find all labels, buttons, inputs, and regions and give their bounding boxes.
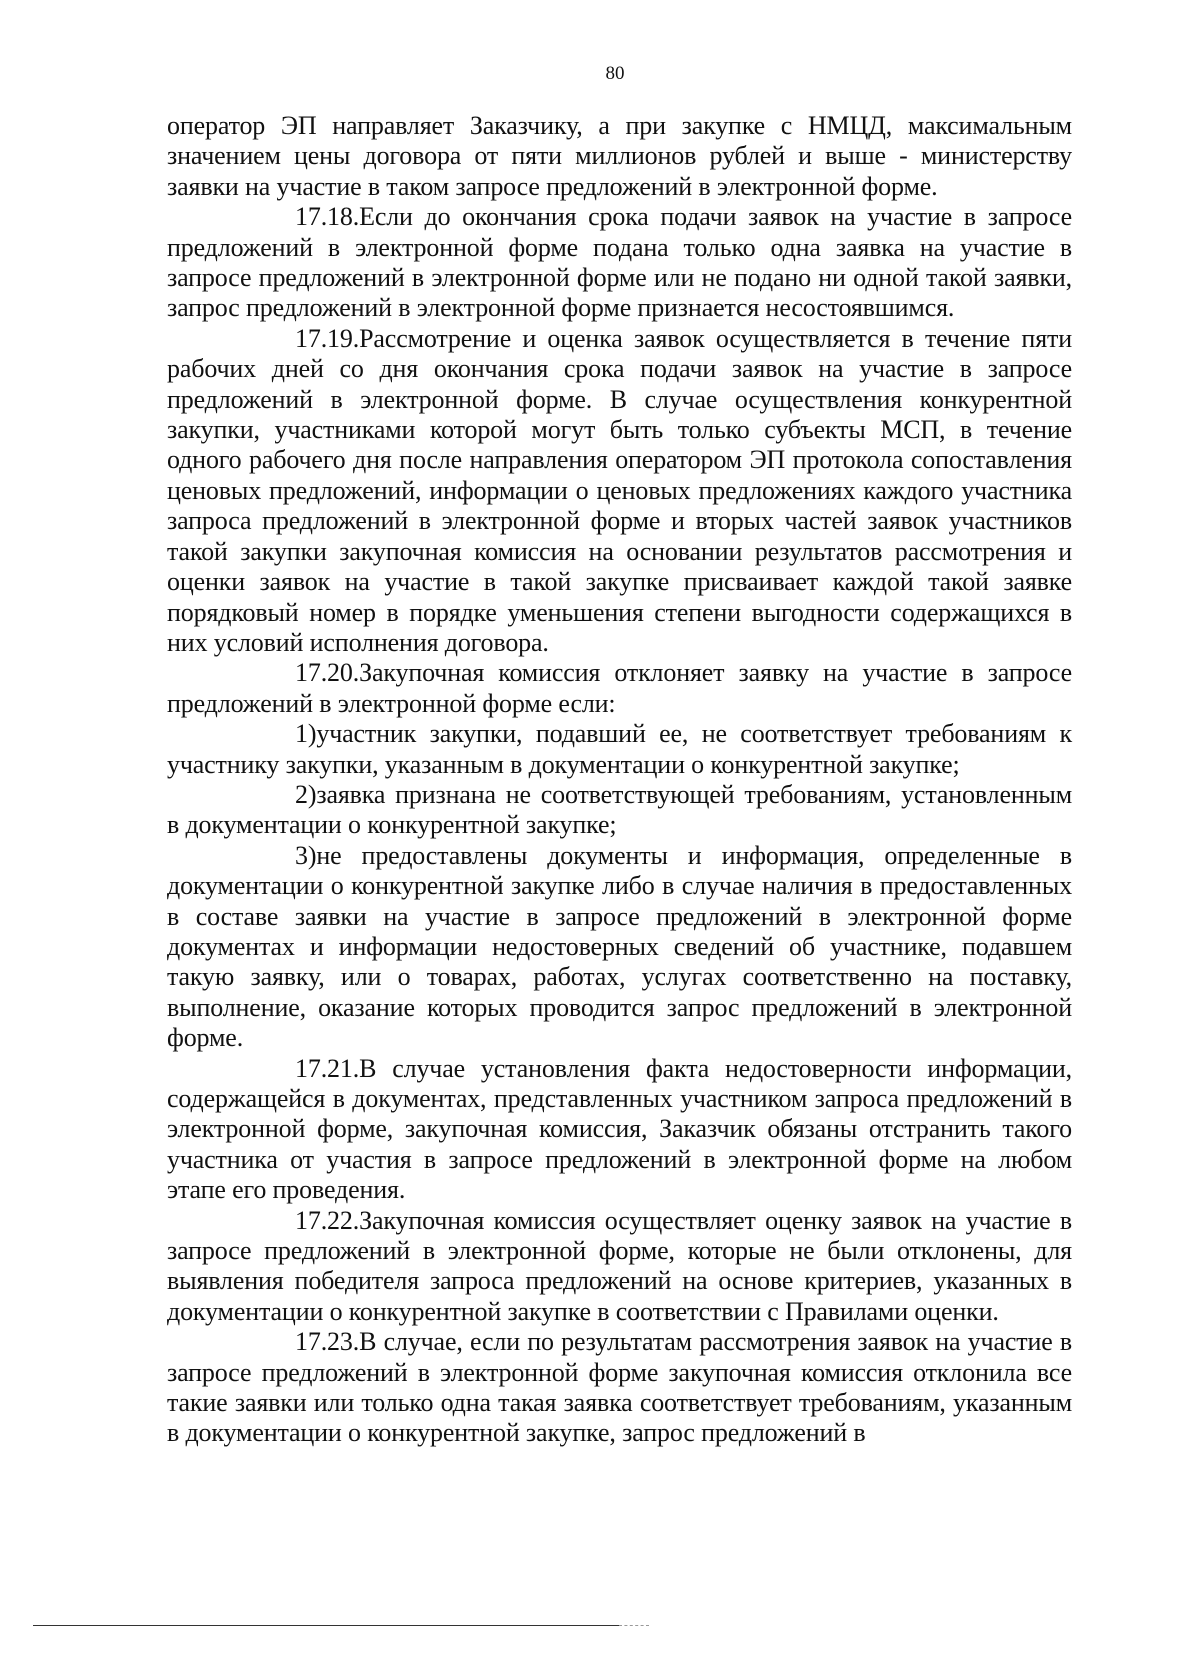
- document-body: [167, 111, 1072, 1449]
- clause-17-18: [167, 202, 1072, 324]
- list-number: 2): [295, 779, 317, 809]
- clause-number: 17.21.: [295, 1053, 360, 1083]
- list-number: 3): [295, 840, 317, 870]
- clause-text: Закупочная комиссия осуществляет оценку заявок на участие в запросе предложений в электронной форме, которые не были отклонены, для выявления победителя запроса предложений на основе критериев, указанных в документации о конкурентной закупке в соответствии с Правилами оценки.: [167, 1205, 1072, 1326]
- clause-text: Закупочная комиссия отклоняет заявку на участие в запросе предложений в электронной форме если:: [167, 658, 1072, 718]
- clause-number: 17.19.: [295, 323, 360, 353]
- clause-text: В случае, если по результатам рассмотрения заявок на участие в запросе предложений в электронной форме закупочная комиссия отклонила все такие заявки или только одна такая заявка соответствует требованиям, указанным в документации о конкурентной закупке, запрос предложений в: [167, 1327, 1072, 1448]
- list-item-text: не предоставлены документы и информация, определенные в документации о конкурентной закупке либо в случае наличия в предоставленных в составе заявки на участие в запросе предложений в электронной форме документах и информации недостоверных сведений об участнике, подавшем такую заявку, или о товарах, работах, услугах соответственно на поставку, выполнение, оказание которых проводится запрос предложений в электронной форме.: [167, 840, 1072, 1053]
- list-number: 1): [295, 719, 317, 749]
- clause-number: 17.22.: [295, 1205, 360, 1235]
- clause-17-20: [167, 658, 1072, 719]
- list-item-3: [167, 841, 1072, 1054]
- list-item-text: заявка признана не соответствующей требованиям, установленным в документации о конкурентной закупке;: [167, 779, 1072, 840]
- clause-text: Если до окончания срока подачи заявок на участие в запросе предложений в электронной форме подана только одна заявка на участие в запросе предложений в электронной форме или не подано ни одной такой заявки, запрос предложений в электронной форме признается несостоявшимся.: [167, 202, 1072, 323]
- list-item-text: участник закупки, подавший ее, не соответствует требованиям к участнику закупки, указанным в документации о конкурентной закупке;: [167, 719, 1072, 779]
- clause-17-19: [167, 324, 1072, 658]
- list-item-2: [167, 780, 1072, 841]
- paragraph-text: оператор ЭП направляет Заказчику, а при закупке с НМЦД, максимальным значением цены договора от пяти миллионов рублей и выше - министерству заявки на участие в таком запросе предложений в электронной форме.: [167, 111, 1072, 201]
- clause-17-22: [167, 1206, 1072, 1328]
- list-item-1: [167, 719, 1072, 780]
- footer-divider-tail: [619, 1625, 649, 1626]
- paragraph-continuation: [167, 111, 1072, 202]
- clause-number: 17.20.: [295, 658, 360, 688]
- clause-17-21: [167, 1054, 1072, 1206]
- clause-number: 17.18.: [295, 202, 360, 232]
- clause-text: В случае установления факта недостоверности информации, содержащейся в документах, представленных участником запроса предложений в электронной форме, закупочная комиссия, Заказчик обязаны отстранить такого участника от участия в запросе предложений в электронной форме на любом этапе его проведения.: [167, 1053, 1072, 1205]
- clause-17-23: [167, 1327, 1072, 1449]
- page-number: 80: [605, 63, 625, 84]
- clause-number: 17.23.: [295, 1327, 360, 1357]
- clause-text: Рассмотрение и оценка заявок осуществляется в течение пяти рабочих дней со дня окончания срока подачи заявок на участие в запросе предложений в электронной форме. В случае осуществления конкурентной закупки, участниками которой могут быть только субъекты МСП, в течение одного рабочего дня после направления оператором ЭП протокола сопоставления ценовых предложений, информации о ценовых предложениях каждого участника запроса предложений в электронной форме и вторых частей заявок участников такой закупки закупочная комиссия на основании результатов рассмотрения и оценки заявок на участие в такой закупке присваивает каждой такой заявке порядковый номер в порядке уменьшения степени выгодности содержащихся в них условий исполнения договора.: [167, 323, 1072, 657]
- footer-divider: [33, 1625, 619, 1626]
